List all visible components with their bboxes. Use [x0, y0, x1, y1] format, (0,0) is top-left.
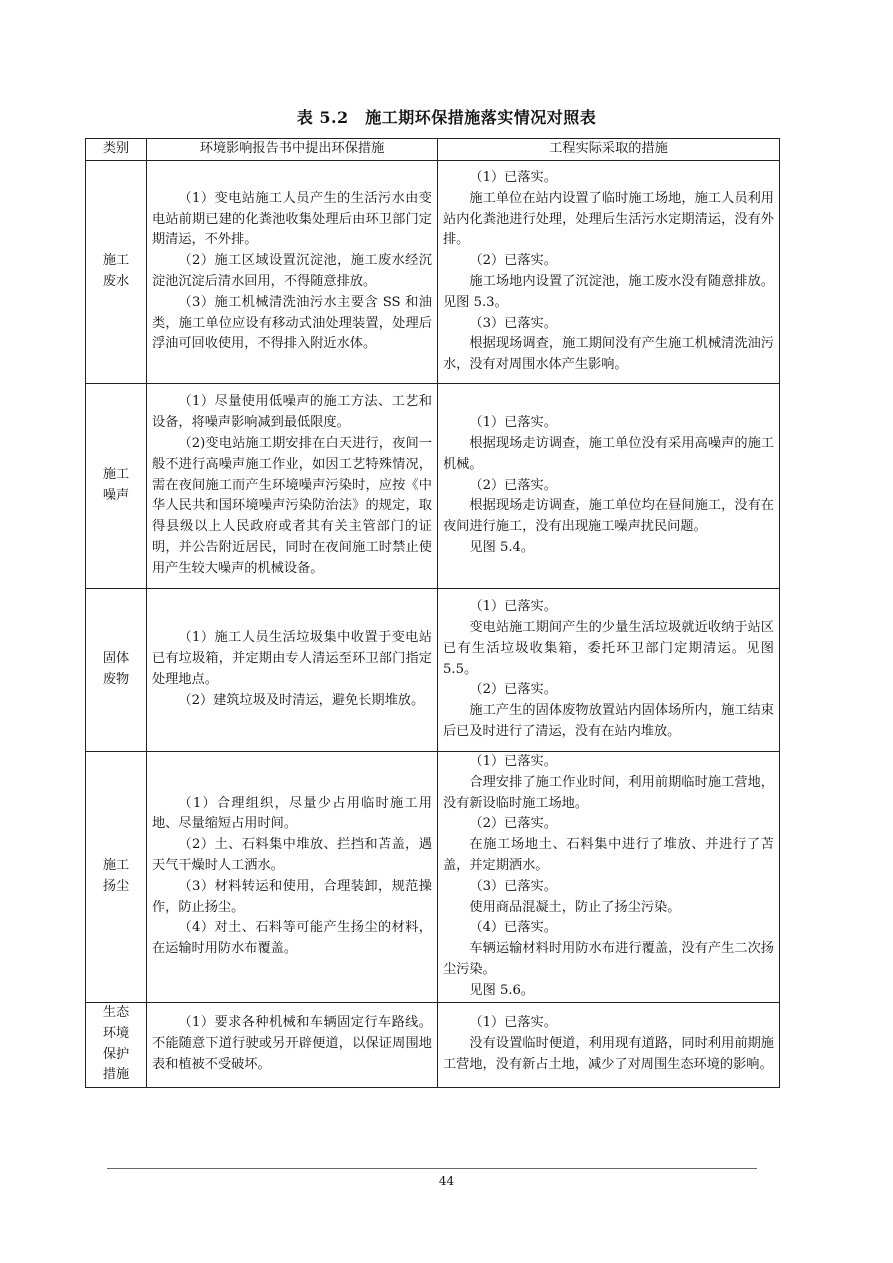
actual-paragraph: 施工场地内设置了沉淀池，施工废水没有随意排放。见图 5.3。	[443, 274, 774, 310]
required-paragraph: （1）尽量使用低噪声的施工方法、工艺和设备，将噪声影响减到最低限度。	[152, 394, 432, 431]
actual-paragraph: 使用商品混凝土，防止了扬尘污染。	[469, 899, 681, 915]
actual-measures-cell	[438, 752, 780, 1003]
table-row-construction-dust	[86, 752, 780, 1003]
page-number: 44	[438, 1174, 455, 1188]
actual-measures-cell	[438, 589, 780, 752]
required-measures-cell	[147, 161, 438, 384]
actual-paragraph: （2）已落实。	[469, 682, 557, 698]
table-row-construction-wastewater	[86, 161, 780, 384]
category-cell	[86, 384, 147, 589]
actual-paragraph: 根据现场调查，施工期间没有产生施工机械清洗油污水，没有对周围水体产生影响。	[443, 336, 774, 373]
header-category: 类别	[86, 139, 147, 161]
actual-paragraph: 见图 5.4。	[469, 539, 535, 555]
measures-comparison-table	[85, 138, 780, 1088]
actual-paragraph: （2）已落实。	[469, 477, 557, 493]
actual-paragraph: （1）已落实。	[469, 1015, 557, 1031]
required-paragraph: （2）建筑垃圾及时清运，避免长期堆放。	[178, 692, 425, 708]
required-paragraph: （1）变电站施工人员产生的生活污水由变电站前期已建的化粪池收集处理后由环卫部门定期清运，不外排。	[152, 190, 432, 248]
required-paragraph: （4）对土、石料等可能产生扬尘的材料，在运输时用防水布覆盖。	[152, 920, 432, 957]
actual-paragraph: 根据现场走访调查，施工单位没有采用高噪声的施工机械。	[443, 436, 774, 472]
category-text: 废水	[102, 274, 130, 289]
required-measures-cell	[147, 589, 438, 752]
actual-paragraph: （3）已落实。	[469, 315, 557, 331]
actual-paragraph: 施工单位在站内设置了临时施工场地，施工人员利用站内化粪池进行处理，处理后生活污水定期清运，没有外排。	[443, 190, 774, 248]
category-text: 施工	[102, 857, 130, 873]
actual-paragraph: （2）已落实。	[469, 253, 557, 269]
category-text: 废物	[102, 672, 130, 687]
header-actual-measures: 工程实际采取的措施	[438, 139, 780, 161]
required-measures-cell	[147, 1002, 438, 1087]
actual-paragraph: 在施工场地土、石料集中进行了堆放、并进行了苫盖，并定期洒水。	[443, 837, 774, 873]
required-paragraph: （3）施工机械清洗油污水主要含 SS 和油类，施工单位应设有移动式油处理装置，处理后浮油可回收使用，不得排入附近水体。	[152, 294, 432, 352]
category-cell	[86, 589, 147, 752]
actual-paragraph: 没有设置临时便道，利用现有道路，同时利用前期施工营地，没有新占土地，减少了对周围生态环境的影响。	[443, 1036, 774, 1072]
category-text: 生态	[102, 1004, 130, 1020]
actual-paragraph: （1）已落实。	[469, 170, 557, 186]
category-text: 施工	[102, 253, 130, 269]
actual-paragraph: （2）已落实。	[469, 816, 557, 832]
actual-paragraph: 根据现场走访调查，施工单位均在昼间施工，没有在夜间进行施工，没有出现施工噪声扰民问题。	[443, 498, 774, 535]
actual-paragraph: 施工产生的固体废物放置站内固体场所内，施工结束后已及时进行了清运，没有在站内堆放。	[443, 703, 774, 739]
required-paragraph: （1）要求各种机械和车辆固定行车路线。不能随意下道行驶或另开辟便道，以保证周围地表和植被不受破坏。	[152, 1015, 432, 1072]
table-title: 表 5.2 施工期环保措施落实情况对照表	[296, 108, 597, 127]
actual-paragraph: （1）已落实。	[469, 754, 557, 769]
category-cell	[86, 752, 147, 1003]
actual-paragraph: 见图 5.6。	[469, 982, 535, 998]
required-paragraph: （1）施工人员生活垃圾集中收置于变电站已有垃圾箱，并定期由专人清运至环卫部门指定处理地点。	[152, 630, 432, 687]
required-paragraph: （2）施工区域设置沉淀池，施工废水经沉淀池沉淀后清水回用，不得随意排放。	[152, 253, 432, 289]
category-text: 保护	[102, 1046, 130, 1062]
required-paragraph: （1）合理组织，尽量少占用临时施工用地、尽量缩短占用时间。	[152, 795, 432, 832]
category-cell	[86, 161, 147, 384]
actual-paragraph: 车辆运输材料时用防水布进行覆盖，没有产生二次扬尘污染。	[443, 941, 774, 977]
category-text: 措施	[102, 1067, 130, 1083]
actual-measures-cell	[438, 1002, 780, 1087]
table-row-construction-noise	[86, 384, 780, 589]
required-paragraph: （3）材料转运和使用，合理装卸，规范操作，防止扬尘。	[152, 878, 432, 915]
category-cell	[86, 1002, 147, 1087]
actual-measures-cell	[438, 384, 780, 589]
footer-divider	[107, 1168, 757, 1169]
actual-paragraph: （4）已落实。	[469, 920, 557, 936]
actual-paragraph: 变电站施工期间产生的少量生活垃圾就近收纳于站区已有生活垃圾收集箱，委托环卫部门定期清运。见图 5.5。	[443, 620, 774, 677]
category-text: 扬尘	[102, 878, 130, 894]
actual-paragraph: 合理安排了施工作业时间，利用前期临时施工营地，没有新设临时施工场地。	[443, 774, 774, 811]
required-paragraph: （2)变电站施工期安排在白天进行，夜间一般不进行高噪声施工作业，如因工艺特殊情况，需在夜间施工而产生环境噪声污染时，应按《中华人民共和国环境噪声污染防治法》的规定，取得县级以上人民政府或者其有关主管部门的证明，并公告附近居民，同时在夜间施工时禁止使用产生较大噪声的机械设备。	[152, 436, 432, 576]
required-measures-cell	[147, 384, 438, 589]
actual-paragraph: （3）已落实。	[469, 878, 557, 894]
category-text: 噪声	[102, 488, 130, 503]
header-required-measures: 环境影响报告书中提出环保措施	[147, 139, 438, 161]
actual-measures-cell	[438, 161, 780, 384]
required-paragraph: （2）土、石料集中堆放、拦挡和苫盖，遇天气干燥时人工洒水。	[152, 837, 432, 873]
category-text: 固体	[102, 651, 130, 667]
table-row-solid-waste	[86, 589, 780, 752]
actual-paragraph: （1）已落实。	[469, 599, 557, 615]
table-header-row	[86, 139, 780, 161]
table-row-ecological-protection	[86, 1002, 780, 1087]
category-text: 施工	[102, 467, 130, 483]
required-measures-cell	[147, 752, 438, 1003]
actual-paragraph: （1）已落实。	[469, 415, 557, 431]
category-text: 环境	[102, 1025, 130, 1041]
